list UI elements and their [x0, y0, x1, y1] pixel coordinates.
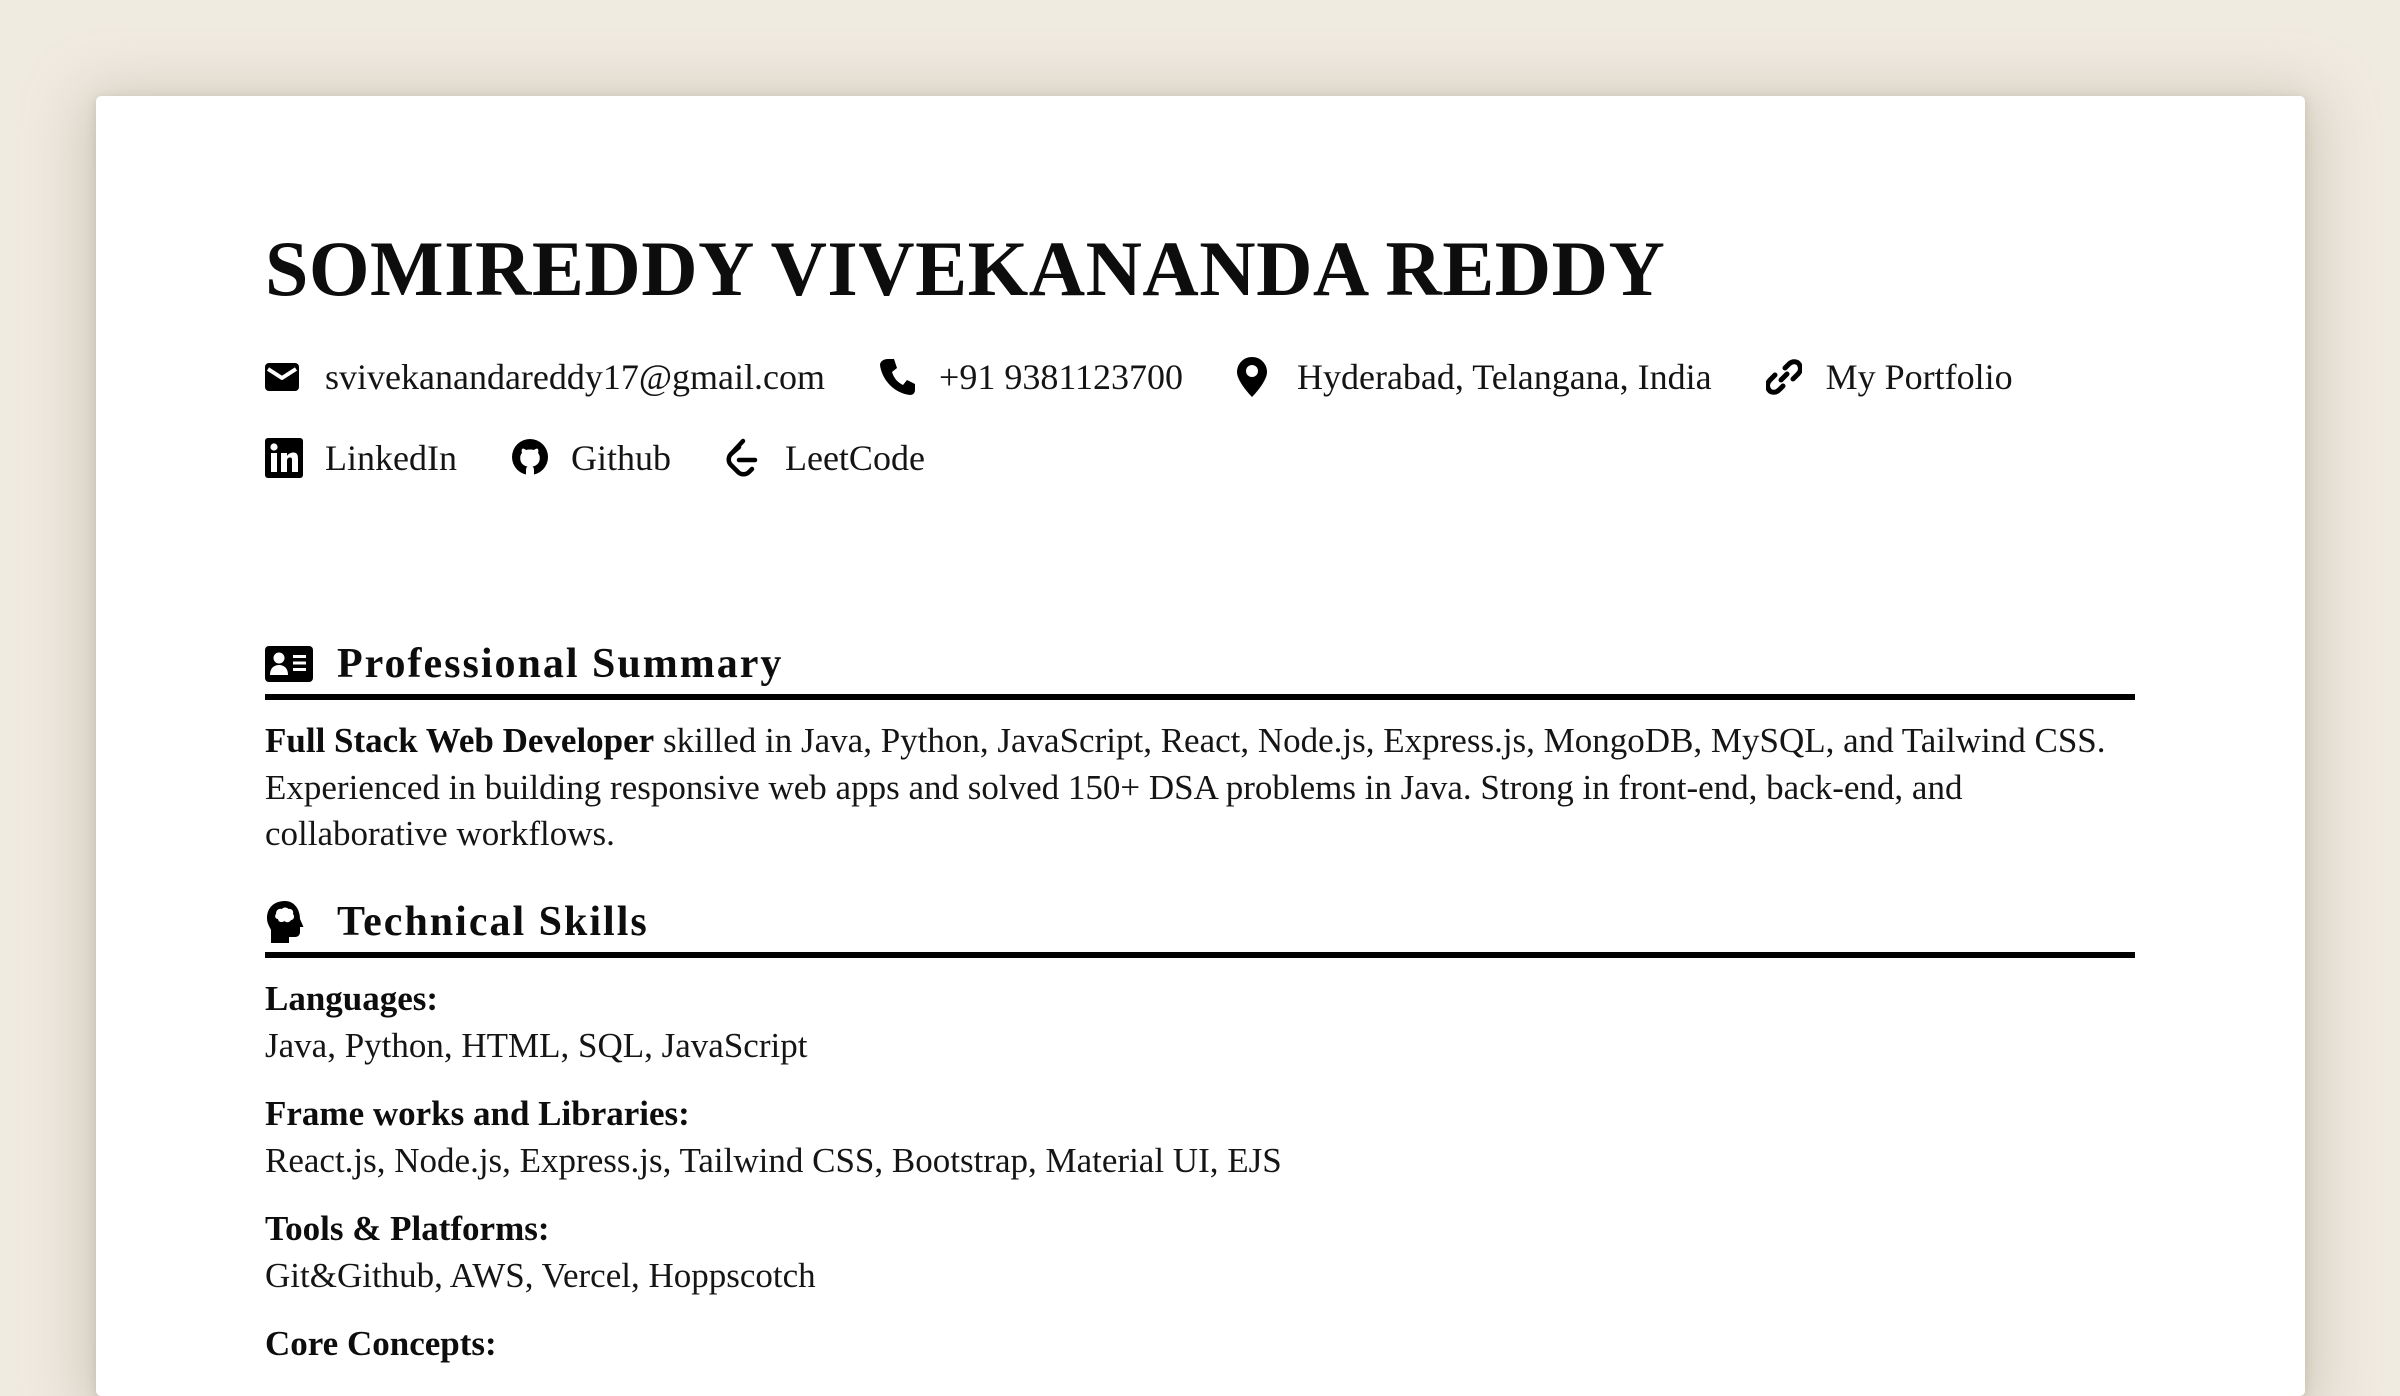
portfolio-text: My Portfolio [1825, 357, 2013, 397]
email-link[interactable] [265, 356, 825, 398]
skill-group-core-concepts [265, 1321, 2135, 1368]
resume-page [96, 96, 2305, 1396]
contact-row-social [265, 437, 979, 479]
portfolio-link[interactable] [1766, 356, 2013, 398]
linkedin-icon [265, 438, 303, 478]
summary-body: skilled in Java, Python, JavaScript, React, Node.js, Express.js, MongoDB, MySQL, and Tailwind CSS. Experienced in building responsive web apps and solved 150+ DSA problems in Java. Strong in front-end, back-end, and collaborative workflows. [265, 721, 2106, 853]
professional-summary-text [265, 718, 2135, 858]
section-header-professional-summary [265, 634, 2135, 700]
github-icon [511, 438, 549, 478]
section-title: Professional Summary [337, 641, 784, 687]
skill-group-languages [265, 976, 2135, 1069]
candidate-name: SOMIREDDY VIVEKANANDA REDDY [265, 225, 1666, 312]
skills-list [265, 976, 2135, 1390]
github-text: Github [570, 438, 671, 478]
id-card-icon [265, 644, 315, 684]
location-pin-icon [1237, 357, 1275, 397]
leetcode-icon [725, 438, 763, 478]
leetcode-link[interactable] [725, 437, 925, 479]
leetcode-text: LeetCode [784, 438, 925, 478]
skill-value: Java, Python, HTML, SQL, JavaScript [265, 1025, 808, 1065]
skill-label: Tools & Platforms: [265, 1209, 550, 1248]
skill-group-tools [265, 1206, 2135, 1299]
email-text: svivekanandareddy17@gmail.com [325, 357, 826, 397]
section-title: Technical Skills [337, 899, 649, 945]
skill-label: Core Concepts: [265, 1324, 497, 1363]
skill-value: Git&Github, AWS, Vercel, Hoppscotch [265, 1255, 816, 1295]
phone-icon [879, 357, 917, 397]
phone-text: +91 9381123700 [939, 357, 1183, 397]
section-header-technical-skills [265, 892, 2135, 958]
skill-group-frameworks [265, 1091, 2135, 1184]
summary-lead: Full Stack Web Developer [265, 721, 655, 760]
location [1237, 356, 1712, 398]
linkedin-link[interactable] [265, 437, 457, 479]
contact-row-primary [265, 356, 2067, 398]
skill-label: Languages: [265, 979, 439, 1018]
envelope-icon [265, 357, 303, 397]
linkedin-text: LinkedIn [325, 438, 457, 478]
skill-value: React.js, Node.js, Express.js, Tailwind CSS, Bootstrap, Material UI, EJS [265, 1140, 1282, 1180]
skill-label: Frame works and Libraries: [265, 1094, 690, 1133]
location-text: Hyderabad, Telangana, India [1296, 357, 1712, 397]
phone-link[interactable] [879, 356, 1183, 398]
github-link[interactable] [511, 437, 671, 479]
brain-head-icon [265, 902, 315, 942]
link-icon [1766, 357, 1804, 397]
